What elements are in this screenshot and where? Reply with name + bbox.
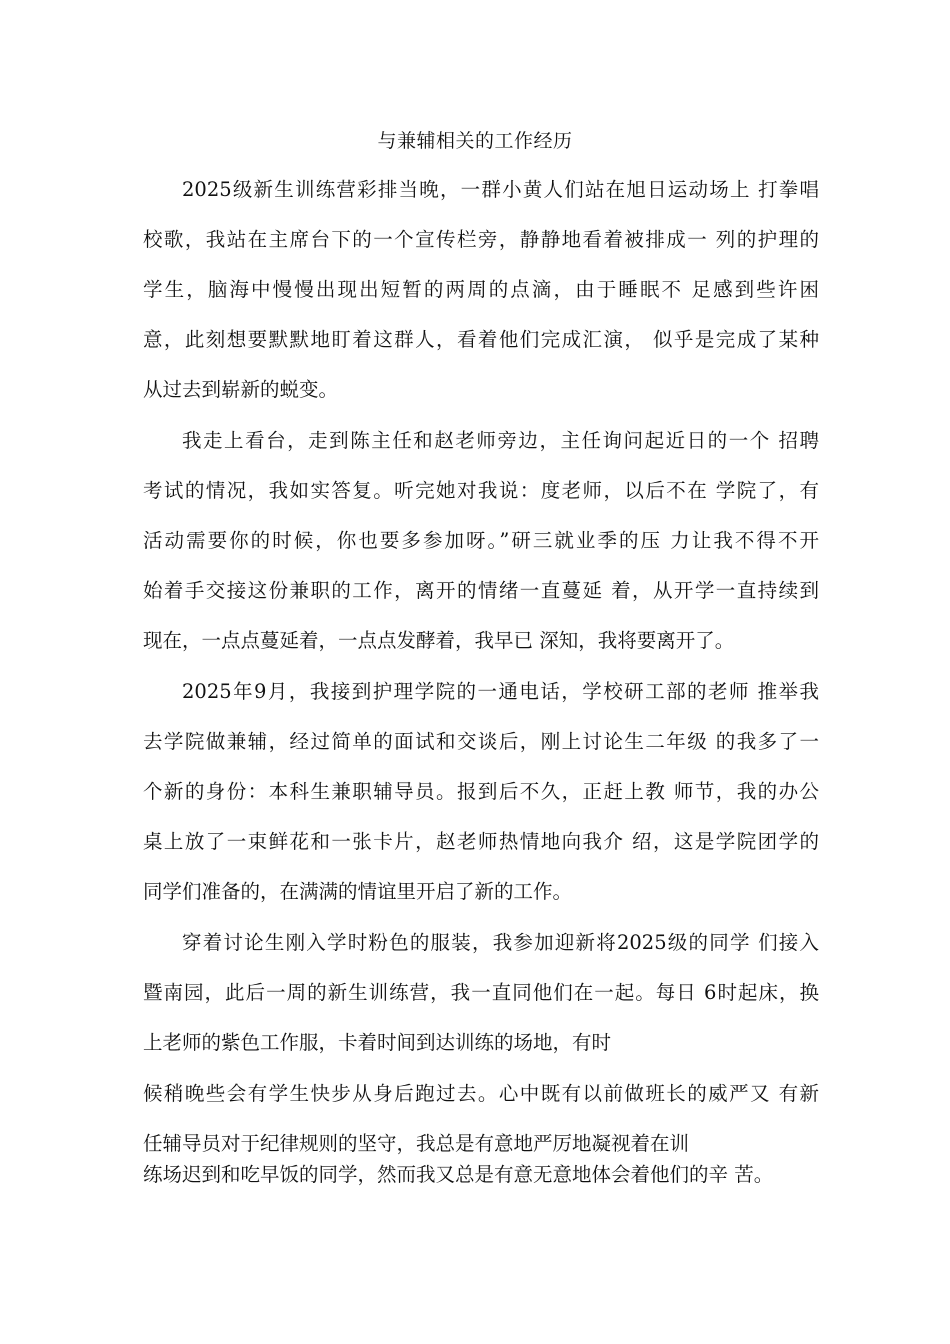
paragraph-2-line-1: 我走上看台，走到陈主任和赵老师旁边，主任询问起近日的一个 招聘	[182, 429, 819, 452]
paragraph-4-line-5: 任辅导员对于纪律规则的坚守，我总是有意地严厉地凝视着在训	[143, 1132, 690, 1155]
paragraph-4-line-6: 练场迟到和吃早饭的同学，然而我又总是有意无意地体会着他们的辛 苦。	[143, 1163, 774, 1186]
paragraph-3-line-1: 2025年9月，我接到护理学院的一通电话，学校研工部的老师 推举我	[182, 680, 819, 703]
paragraph-2-line-3: 活动需要你的时候，你也要多参加呀。”研三就业季的压 力让我不得不开	[143, 529, 819, 552]
paragraph-3-line-5: 同学们准备的，在满满的情谊里开启了新的工作。	[143, 880, 573, 903]
paragraph-1-line-4: 意，此刻想要默默地盯着这群人，看着他们完成汇演， 似乎是完成了某种	[143, 328, 819, 351]
paragraph-2-line-5: 现在，一点点蔓延着，一点点发酵着，我早已 深知，我将要离开了。	[143, 629, 735, 652]
paragraph-3-line-4: 桌上放了一束鲜花和一张卡片，赵老师热情地向我介 绍，这是学院团学的	[143, 830, 819, 853]
paragraph-3-line-3: 个新的身份：本科生兼职辅导员。报到后不久，正赶上教 师节，我的办公	[143, 780, 819, 803]
paragraph-1-line-1: 2025级新生训练营彩排当晚，一群小黄人们站在旭日运动场上 打拳唱	[182, 178, 819, 201]
paragraph-2-line-4: 始着手交接这份兼职的工作，离开的情绪一直蔓延 着，从开学一直持续到	[143, 579, 819, 602]
paragraph-2-line-2: 考试的情况，我如实答复。听完她对我说：度老师，以后不在 学院了，有	[143, 479, 819, 502]
paragraph-4-line-3: 上老师的紫色工作服，卡着时间到达训练的场地，有时	[143, 1031, 612, 1054]
paragraph-1-line-3: 学生，脑海中慢慢出现出短暂的两周的点滴，由于睡眠不 足感到些许困	[143, 278, 819, 301]
paragraph-1-line-5: 从过去到崭新的蜕变。	[143, 378, 339, 401]
paragraph-4-line-4: 候稍晚些会有学生快步从身后跑过去。心中既有以前做班长的威严又 有新	[143, 1082, 819, 1105]
paragraph-4-line-2: 暨南园，此后一周的新生训练营，我一直同他们在一起。每日 6时起床，换	[143, 981, 819, 1004]
document-title: 与兼辅相关的工作经历	[377, 130, 573, 152]
paragraph-4-line-1: 穿着讨论生刚入学时粉色的服装，我参加迎新将2025级的同学 们接入	[182, 931, 819, 954]
paragraph-1-line-2: 校歌，我站在主席台下的一个宣传栏旁，静静地看着被排成一 列的护理的	[143, 228, 819, 251]
paragraph-3-line-2: 去学院做兼辅，经过简单的面试和交谈后，刚上讨论生二年级 的我多了一	[143, 730, 819, 753]
